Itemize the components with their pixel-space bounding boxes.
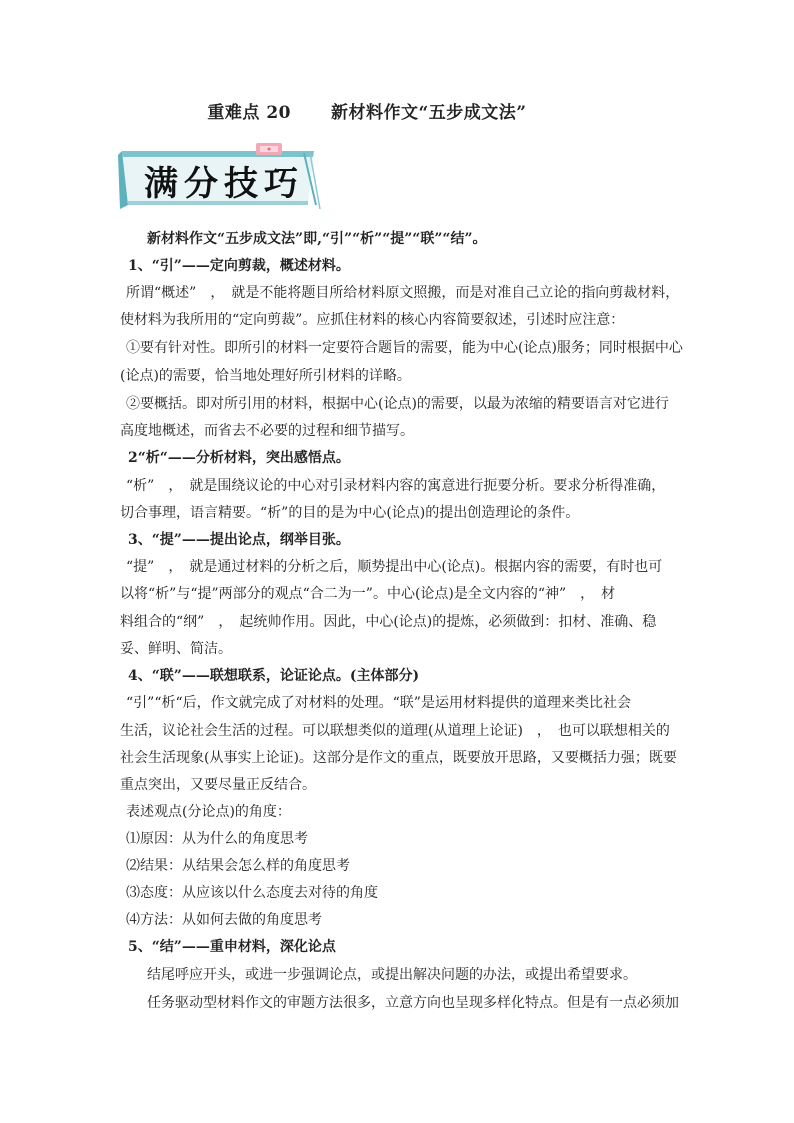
section-heading-1: 1、“引”——定向剪裁，概述材料。 — [128, 258, 350, 274]
list-item: ⑷方法：从如何去做的角度思考 — [126, 912, 322, 928]
text-line: “引”“析“后，作文就完成了对材料的处理。“联”是运用材料提供的道理来类比社会 — [126, 695, 631, 711]
list-item: ⑶态度：从应该以什么态度去对待的角度 — [126, 885, 378, 901]
text-line: 社会生活现象(从事实上论证)。这部分是作文的重点，既要放开思路，又要概括力强；既要 — [120, 750, 677, 766]
page-title — [0, 98, 734, 123]
text-line: ①要有针对性。即所引的材料一定要符合题旨的需要，能为中心(论点)服务；同时根据中心 — [126, 340, 683, 356]
list-item: ⑴原因：从为什么的角度思考 — [126, 831, 308, 847]
text-line: 切合事理，语言精要。“析”的目的是为中心(论点)的提出创造理论的条件。 — [120, 505, 580, 521]
text-line: 料组合的“纲” ， 起统帅作用。因此，中心(论点)的提炼，必须做到：扣材、准确、稳 — [120, 614, 657, 630]
title-left: 重难点 20 — [207, 103, 291, 123]
text-line: 生活，议论社会生活的过程。可以联想类似的道理(从道理上论证) ， 也可以联想相关的 — [120, 723, 670, 739]
banner-text: 满分技巧 — [144, 164, 304, 204]
section-heading-4: 4、“联”——联想联系，论证论点。(主体部分) — [128, 668, 420, 684]
section-heading-2: 2“析“——分析材料，突出感悟点。 — [128, 450, 350, 466]
text-line: 高度地概述，而省去不必要的过程和细节描写。 — [120, 423, 414, 439]
text-line: 任务驱动型材料作文的审题方法很多，立意方向也呈现多样化特点。但是有一点必须加 — [147, 995, 679, 1011]
text-line: “提” ， 就是通过材料的分析之后，顺势提出中心(论点)。根据内容的需要，有时也可 — [126, 559, 663, 575]
text-line: “析” ， 就是围绕议论的中心对引录材料内容的寓意进行扼要分析。要求分析得准确， — [126, 478, 666, 494]
text-line: 所谓“概述” ， 就是不能将题目所给材料原文照搬，而是对准自己立论的指向剪裁材料， — [126, 285, 680, 301]
text-line: 妥、鲜明、简洁。 — [120, 641, 232, 657]
text-line: 表述观点(分论点)的角度： — [126, 804, 291, 820]
section-heading-3: 3、“提”——提出论点，纲举目张。 — [128, 532, 350, 548]
text-line: ②要概括。即对所引用的材料，根据中心(论点)的需要，以最为浓缩的精要语言对它进行 — [126, 396, 669, 412]
text-line: 使材料为我所用的“定向剪裁”。应抓住材料的核心内容简要叙述，引述时应注意： — [120, 312, 625, 328]
intro-line: 新材料作文“五步成文法”即,“引”“析”“提”“联”“结”。 — [147, 231, 487, 247]
title-right: 新材料作文“五步成文法” — [331, 103, 527, 123]
section-heading-5: 5、“结”——重申材料，深化论点 — [128, 939, 336, 955]
text-line: 结尾呼应开头，或进一步强调论点，或提出解决问题的办法，或提出希望要求。 — [147, 967, 637, 983]
list-item: ⑵结果：从结果会怎么样的角度思考 — [126, 858, 350, 874]
text-line: 以将“析”与“提”两部分的观点“合二为一”。中心(论点)是全文内容的“神” ， 材 — [120, 586, 616, 602]
text-line: (论点)的需要，恰当地处理好所引材料的详略。 — [120, 368, 411, 384]
text-line: 重点突出，又要尽量正反结合。 — [120, 777, 316, 793]
banner — [118, 143, 323, 213]
